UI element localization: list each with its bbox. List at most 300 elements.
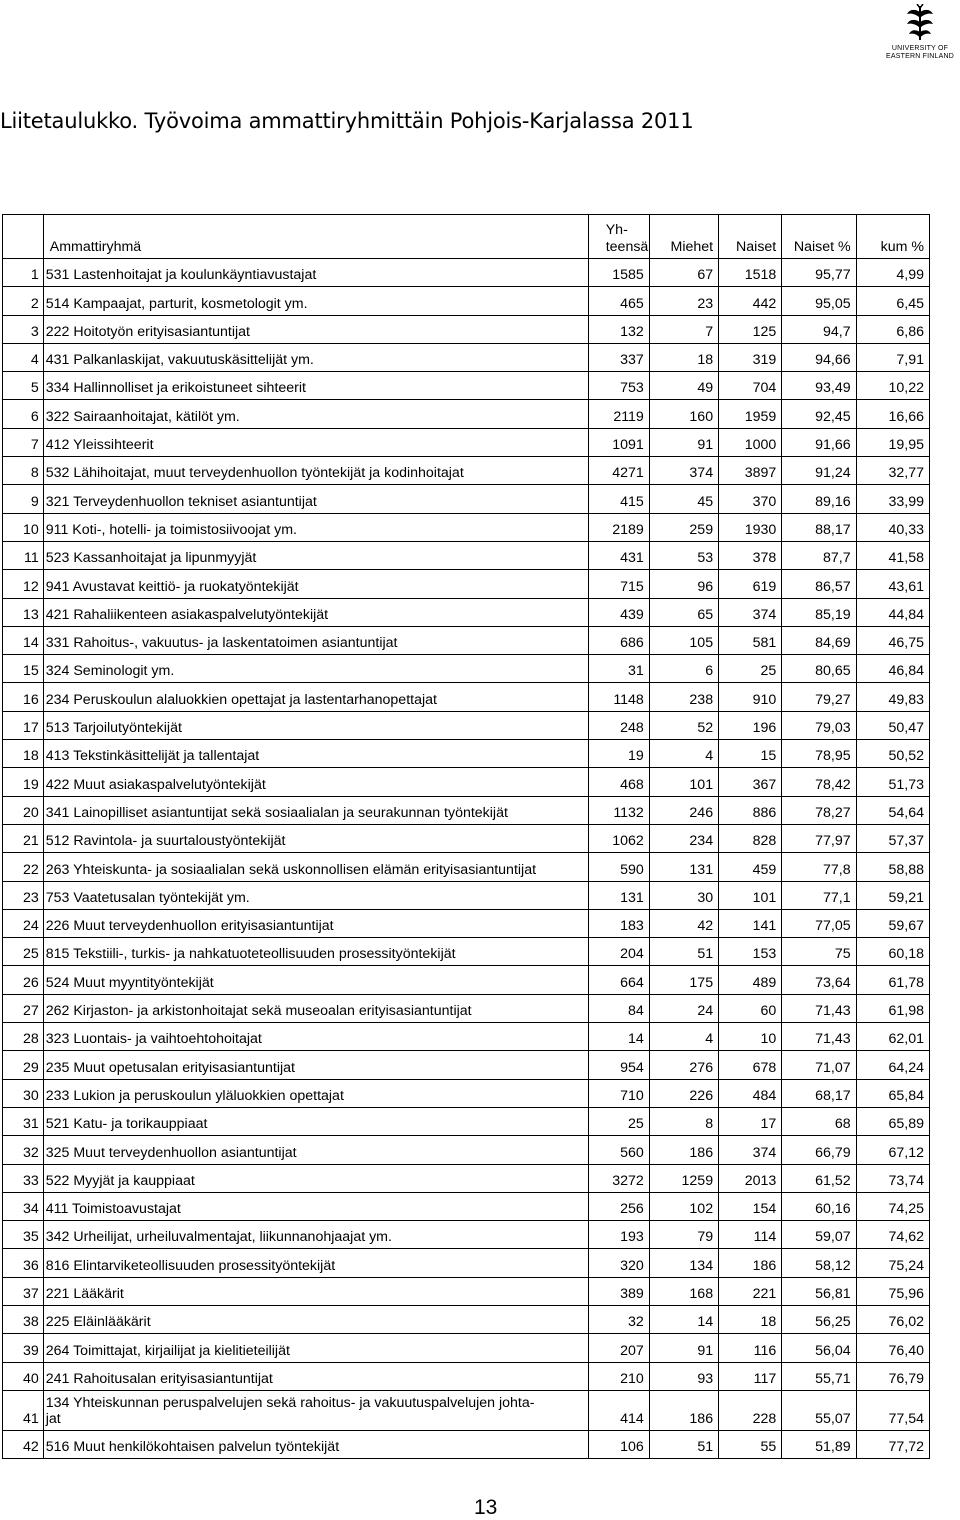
table-row (3, 1192, 930, 1220)
row-occupation: 226 Muut terveydenhuollon erityisasiantuntijat (43, 909, 588, 937)
row-rank: 36 (3, 1249, 44, 1277)
row-yhteensa: 31 (588, 655, 649, 683)
row-naiset-pct: 78,42 (782, 768, 856, 796)
row-naiset-pct: 91,24 (782, 457, 856, 485)
row-naiset-pct: 71,07 (782, 1051, 856, 1079)
row-yhteensa: 715 (588, 570, 649, 598)
table-row (3, 457, 930, 485)
row-miehet: 246 (649, 796, 718, 824)
row-occupation: 334 Hallinnolliset ja erikoistuneet sihteerit (43, 372, 588, 400)
row-naiset-pct: 94,66 (782, 343, 856, 371)
row-yhteensa: 1132 (588, 796, 649, 824)
row-yhteensa: 686 (588, 626, 649, 654)
row-yhteensa: 1585 (588, 259, 649, 287)
row-rank: 5 (3, 372, 44, 400)
row-rank: 4 (3, 343, 44, 371)
row-miehet: 238 (649, 683, 718, 711)
row-naiset-pct: 61,52 (782, 1164, 856, 1192)
row-naiset-pct: 79,27 (782, 683, 856, 711)
row-naiset-pct: 56,81 (782, 1277, 856, 1305)
row-occupation: 513 Tarjoilutyöntekijät (43, 711, 588, 739)
row-naiset: 228 (719, 1390, 782, 1430)
row-kum-pct: 61,98 (856, 994, 929, 1022)
table-row (3, 824, 930, 852)
row-yhteensa: 439 (588, 598, 649, 626)
row-miehet: 79 (649, 1221, 718, 1249)
row-miehet: 160 (649, 400, 718, 428)
header-rank (3, 215, 44, 259)
row-miehet: 234 (649, 824, 718, 852)
table-row (3, 683, 930, 711)
row-yhteensa: 1062 (588, 824, 649, 852)
row-rank: 3 (3, 315, 44, 343)
table-row (3, 740, 930, 768)
row-naiset: 484 (719, 1079, 782, 1107)
row-occupation: 263 Yhteiskunta- ja sosiaalialan sekä uskonnollisen elämän erityisasiantuntijat (43, 853, 588, 881)
row-yhteensa: 753 (588, 372, 649, 400)
row-yhteensa: 4271 (588, 457, 649, 485)
row-kum-pct: 54,64 (856, 796, 929, 824)
row-occupation: 323 Luontais- ja vaihtoehtohoitajat (43, 1023, 588, 1051)
row-miehet: 52 (649, 711, 718, 739)
row-rank: 13 (3, 598, 44, 626)
row-miehet: 51 (649, 1430, 718, 1458)
row-naiset-pct: 66,79 (782, 1136, 856, 1164)
row-naiset-pct: 84,69 (782, 626, 856, 654)
row-naiset: 117 (719, 1362, 782, 1390)
row-occupation: 262 Kirjaston- ja arkistonhoitajat sekä museoalan erityisasiantuntijat (43, 994, 588, 1022)
row-yhteensa: 320 (588, 1249, 649, 1277)
table-row (3, 1334, 930, 1362)
row-yhteensa: 25 (588, 1107, 649, 1135)
row-naiset-pct: 55,71 (782, 1362, 856, 1390)
row-naiset: 153 (719, 938, 782, 966)
row-naiset: 1959 (719, 400, 782, 428)
row-yhteensa: 465 (588, 287, 649, 315)
row-kum-pct: 65,84 (856, 1079, 929, 1107)
row-rank: 8 (3, 457, 44, 485)
row-naiset: 581 (719, 626, 782, 654)
row-miehet: 30 (649, 881, 718, 909)
row-naiset: 367 (719, 768, 782, 796)
row-miehet: 23 (649, 287, 718, 315)
row-naiset: 374 (719, 1136, 782, 1164)
row-occupation: 325 Muut terveydenhuollon asiantuntijat (43, 1136, 588, 1164)
row-miehet: 102 (649, 1192, 718, 1220)
row-occupation: 516 Muut henkilökohtaisen palvelun työntekijät (43, 1430, 588, 1458)
row-miehet: 24 (649, 994, 718, 1022)
table-row (3, 966, 930, 994)
row-miehet: 226 (649, 1079, 718, 1107)
row-yhteensa: 32 (588, 1305, 649, 1333)
row-miehet: 1259 (649, 1164, 718, 1192)
row-yhteensa: 3272 (588, 1164, 649, 1192)
row-naiset: 114 (719, 1221, 782, 1249)
row-naiset: 370 (719, 485, 782, 513)
table-row (3, 1430, 930, 1458)
header-naiset: Naiset (719, 215, 782, 259)
row-rank: 23 (3, 881, 44, 909)
row-naiset-pct: 68,17 (782, 1079, 856, 1107)
row-yhteensa: 468 (588, 768, 649, 796)
row-rank: 38 (3, 1305, 44, 1333)
row-yhteensa: 431 (588, 541, 649, 569)
row-miehet: 51 (649, 938, 718, 966)
row-kum-pct: 57,37 (856, 824, 929, 852)
table-row (3, 994, 930, 1022)
row-miehet: 4 (649, 740, 718, 768)
row-occupation: 341 Lainopilliset asiantuntijat sekä sosiaalialan ja seurakunnan työntekijät (43, 796, 588, 824)
row-naiset: 25 (719, 655, 782, 683)
row-occupation: 324 Seminologit ym. (43, 655, 588, 683)
table-header-row (3, 215, 930, 259)
row-naiset: 374 (719, 598, 782, 626)
row-yhteensa: 710 (588, 1079, 649, 1107)
row-kum-pct: 77,54 (856, 1390, 929, 1430)
row-occupation: 421 Rahaliikenteen asiakaspalvelutyöntekijät (43, 598, 588, 626)
row-miehet: 134 (649, 1249, 718, 1277)
row-rank: 6 (3, 400, 44, 428)
row-naiset: 828 (719, 824, 782, 852)
row-yhteensa: 84 (588, 994, 649, 1022)
row-yhteensa: 207 (588, 1334, 649, 1362)
row-naiset: 101 (719, 881, 782, 909)
row-naiset-pct: 51,89 (782, 1430, 856, 1458)
table-row (3, 1305, 930, 1333)
row-naiset-pct: 56,04 (782, 1334, 856, 1362)
row-kum-pct: 76,02 (856, 1305, 929, 1333)
row-yhteensa: 2189 (588, 513, 649, 541)
row-miehet: 49 (649, 372, 718, 400)
row-naiset: 116 (719, 1334, 782, 1362)
row-naiset-pct: 77,05 (782, 909, 856, 937)
row-naiset: 17 (719, 1107, 782, 1135)
row-yhteensa: 415 (588, 485, 649, 513)
table-row (3, 428, 930, 456)
row-miehet: 65 (649, 598, 718, 626)
row-rank: 18 (3, 740, 44, 768)
row-occupation: 225 Eläinlääkärit (43, 1305, 588, 1333)
row-rank: 12 (3, 570, 44, 598)
table-row (3, 1362, 930, 1390)
row-occupation: 514 Kampaajat, parturit, kosmetologit ym. (43, 287, 588, 315)
row-naiset: 3897 (719, 457, 782, 485)
header-kum-pct: kum % (856, 215, 929, 259)
row-kum-pct: 41,58 (856, 541, 929, 569)
table-row (3, 1390, 930, 1430)
row-kum-pct: 19,95 (856, 428, 929, 456)
row-miehet: 259 (649, 513, 718, 541)
row-kum-pct: 32,77 (856, 457, 929, 485)
row-occupation: 342 Urheilijat, urheiluvalmentajat, liikunnanohjaajat ym. (43, 1221, 588, 1249)
row-yhteensa: 131 (588, 881, 649, 909)
header-yhteensa-line2: teensä (605, 239, 649, 255)
row-naiset: 442 (719, 287, 782, 315)
table-row (3, 853, 930, 881)
table-row (3, 570, 930, 598)
row-naiset-pct: 56,25 (782, 1305, 856, 1333)
row-occupation: 911 Koti-, hotelli- ja toimistosiivoojat ym. (43, 513, 588, 541)
table-row (3, 372, 930, 400)
row-yhteensa: 954 (588, 1051, 649, 1079)
row-naiset-pct: 77,1 (782, 881, 856, 909)
row-yhteensa: 414 (588, 1390, 649, 1430)
row-occupation: 321 Terveydenhuollon tekniset asiantuntijat (43, 485, 588, 513)
table-row (3, 541, 930, 569)
row-kum-pct: 10,22 (856, 372, 929, 400)
row-kum-pct: 73,74 (856, 1164, 929, 1192)
row-naiset-pct: 77,97 (782, 824, 856, 852)
row-yhteensa: 560 (588, 1136, 649, 1164)
row-naiset-pct: 73,64 (782, 966, 856, 994)
row-occupation: 431 Palkanlaskijat, vakuutuskäsittelijät ym. (43, 343, 588, 371)
header-miehet: Miehet (649, 215, 718, 259)
header-naiset-pct: Naiset % (782, 215, 856, 259)
row-kum-pct: 46,84 (856, 655, 929, 683)
row-miehet: 45 (649, 485, 718, 513)
table-row (3, 1221, 930, 1249)
row-occupation: 522 Myyjät ja kauppiaat (43, 1164, 588, 1192)
page-title: Liitetaulukko. Työvoima ammattiryhmittäin Pohjois-Karjalassa 2011 (0, 109, 694, 133)
row-naiset: 125 (719, 315, 782, 343)
row-occupation: 422 Muut asiakaspalvelutyöntekijät (43, 768, 588, 796)
row-naiset: 55 (719, 1430, 782, 1458)
row-yhteensa: 1091 (588, 428, 649, 456)
row-occupation: 531 Lastenhoitajat ja koulunkäyntiavustajat (43, 259, 588, 287)
row-naiset-pct: 95,05 (782, 287, 856, 315)
row-kum-pct: 75,24 (856, 1249, 929, 1277)
table-row (3, 1249, 930, 1277)
row-miehet: 276 (649, 1051, 718, 1079)
row-yhteensa: 1148 (588, 683, 649, 711)
row-miehet: 14 (649, 1305, 718, 1333)
row-kum-pct: 43,61 (856, 570, 929, 598)
row-yhteensa: 14 (588, 1023, 649, 1051)
row-naiset-pct: 75 (782, 938, 856, 966)
row-naiset: 10 (719, 1023, 782, 1051)
row-naiset: 141 (719, 909, 782, 937)
row-kum-pct: 44,84 (856, 598, 929, 626)
row-rank: 25 (3, 938, 44, 966)
table-row (3, 938, 930, 966)
row-yhteensa: 193 (588, 1221, 649, 1249)
row-yhteensa: 19 (588, 740, 649, 768)
book-tree-icon (905, 4, 935, 44)
row-kum-pct: 7,91 (856, 343, 929, 371)
row-occupation: 532 Lähihoitajat, muut terveydenhuollon työntekijät ja kodinhoitajat (43, 457, 588, 485)
table-row (3, 1023, 930, 1051)
row-kum-pct: 58,88 (856, 853, 929, 881)
row-miehet: 168 (649, 1277, 718, 1305)
table-row (3, 1107, 930, 1135)
row-rank: 17 (3, 711, 44, 739)
table-row (3, 796, 930, 824)
row-rank: 19 (3, 768, 44, 796)
row-yhteensa: 590 (588, 853, 649, 881)
row-occupation (43, 1390, 588, 1430)
row-naiset-pct: 71,43 (782, 994, 856, 1022)
row-kum-pct: 76,79 (856, 1362, 929, 1390)
row-kum-pct: 51,73 (856, 768, 929, 796)
row-kum-pct: 4,99 (856, 259, 929, 287)
row-miehet: 91 (649, 428, 718, 456)
occupation-table (2, 214, 930, 1459)
table-row (3, 400, 930, 428)
logo-text-line1: UNIVERSITY OF (891, 45, 949, 52)
row-naiset: 319 (719, 343, 782, 371)
row-naiset-pct: 55,07 (782, 1390, 856, 1430)
row-rank: 27 (3, 994, 44, 1022)
table-row (3, 711, 930, 739)
row-rank: 37 (3, 1277, 44, 1305)
logo-text-line2: EASTERN FINLAND (886, 53, 954, 60)
row-naiset-pct: 95,77 (782, 259, 856, 287)
row-rank: 40 (3, 1362, 44, 1390)
row-naiset: 886 (719, 796, 782, 824)
row-naiset: 186 (719, 1249, 782, 1277)
row-miehet: 175 (649, 966, 718, 994)
row-rank: 26 (3, 966, 44, 994)
row-kum-pct: 50,52 (856, 740, 929, 768)
row-kum-pct: 33,99 (856, 485, 929, 513)
row-naiset: 704 (719, 372, 782, 400)
row-miehet: 67 (649, 259, 718, 287)
row-rank: 30 (3, 1079, 44, 1107)
row-naiset: 18 (719, 1305, 782, 1333)
row-naiset: 619 (719, 570, 782, 598)
row-naiset: 196 (719, 711, 782, 739)
row-miehet: 96 (649, 570, 718, 598)
row-yhteensa: 183 (588, 909, 649, 937)
row-occupation: 941 Avustavat keittiö- ja ruokatyöntekijät (43, 570, 588, 598)
row-occupation: 241 Rahoitusalan erityisasiantuntijat (43, 1362, 588, 1390)
header-yhteensa-line1: Yh- (605, 222, 628, 238)
row-naiset-pct: 91,66 (782, 428, 856, 456)
row-naiset-pct: 92,45 (782, 400, 856, 428)
row-kum-pct: 65,89 (856, 1107, 929, 1135)
row-miehet: 18 (649, 343, 718, 371)
row-miehet: 186 (649, 1390, 718, 1430)
row-rank: 15 (3, 655, 44, 683)
row-kum-pct: 59,21 (856, 881, 929, 909)
row-occupation: 815 Tekstiili-, turkis- ja nahkatuoteteollisuuden prosessityöntekijät (43, 938, 588, 966)
table-row (3, 1277, 930, 1305)
table-row (3, 1051, 930, 1079)
row-occupation: 521 Katu- ja torikauppiaat (43, 1107, 588, 1135)
row-rank: 32 (3, 1136, 44, 1164)
row-kum-pct: 49,83 (856, 683, 929, 711)
row-rank: 35 (3, 1221, 44, 1249)
row-naiset: 378 (719, 541, 782, 569)
header-yhteensa (588, 215, 649, 259)
row-rank: 10 (3, 513, 44, 541)
table-row (3, 315, 930, 343)
row-occupation: 322 Sairaanhoitajat, kätilöt ym. (43, 400, 588, 428)
row-rank: 20 (3, 796, 44, 824)
row-miehet: 105 (649, 626, 718, 654)
row-occupation: 264 Toimittajat, kirjailijat ja kielitieteilijät (43, 1334, 588, 1362)
row-kum-pct: 64,24 (856, 1051, 929, 1079)
row-rank: 33 (3, 1164, 44, 1192)
row-miehet: 374 (649, 457, 718, 485)
row-yhteensa: 204 (588, 938, 649, 966)
row-rank: 2 (3, 287, 44, 315)
row-kum-pct: 75,96 (856, 1277, 929, 1305)
row-rank: 41 (3, 1390, 44, 1430)
row-naiset-pct: 80,65 (782, 655, 856, 683)
row-kum-pct: 67,12 (856, 1136, 929, 1164)
row-naiset: 60 (719, 994, 782, 1022)
row-naiset-pct: 79,03 (782, 711, 856, 739)
page-number: 13 (474, 1496, 498, 1519)
row-naiset: 459 (719, 853, 782, 881)
table-row (3, 513, 930, 541)
row-occupation: 523 Kassanhoitajat ja lipunmyyjät (43, 541, 588, 569)
header-ammattiryhma: Ammattiryhmä (43, 215, 588, 259)
row-occupation: 331 Rahoitus-, vakuutus- ja laskentatoimen asiantuntijat (43, 626, 588, 654)
row-yhteensa: 132 (588, 315, 649, 343)
row-rank: 16 (3, 683, 44, 711)
row-yhteensa: 337 (588, 343, 649, 371)
table-row (3, 1136, 930, 1164)
row-naiset: 489 (719, 966, 782, 994)
row-rank: 34 (3, 1192, 44, 1220)
row-occupation: 524 Muut myyntityöntekijät (43, 966, 588, 994)
row-rank: 9 (3, 485, 44, 513)
row-miehet: 186 (649, 1136, 718, 1164)
row-miehet: 91 (649, 1334, 718, 1362)
row-rank: 39 (3, 1334, 44, 1362)
row-rank: 42 (3, 1430, 44, 1458)
row-occupation: 221 Lääkärit (43, 1277, 588, 1305)
row-kum-pct: 59,67 (856, 909, 929, 937)
row-kum-pct: 77,72 (856, 1430, 929, 1458)
row-kum-pct: 46,75 (856, 626, 929, 654)
row-naiset-pct: 87,7 (782, 541, 856, 569)
row-yhteensa: 106 (588, 1430, 649, 1458)
table-row (3, 259, 930, 287)
row-kum-pct: 61,78 (856, 966, 929, 994)
row-naiset-pct: 71,43 (782, 1023, 856, 1051)
row-yhteensa: 2119 (588, 400, 649, 428)
row-occupation: 411 Toimistoavustajat (43, 1192, 588, 1220)
row-occupation: 234 Peruskoulun alaluokkien opettajat ja lastentarhanopettajat (43, 683, 588, 711)
row-kum-pct: 6,86 (856, 315, 929, 343)
row-rank: 28 (3, 1023, 44, 1051)
row-miehet: 101 (649, 768, 718, 796)
table-row (3, 287, 930, 315)
row-miehet: 93 (649, 1362, 718, 1390)
row-naiset-pct: 94,7 (782, 315, 856, 343)
row-miehet: 53 (649, 541, 718, 569)
row-rank: 21 (3, 824, 44, 852)
row-occupation: 233 Lukion ja peruskoulun yläluokkien opettajat (43, 1079, 588, 1107)
row-occupation: 753 Vaatetusalan työntekijät ym. (43, 881, 588, 909)
row-occupation: 412 Yleissihteerit (43, 428, 588, 456)
table-row (3, 598, 930, 626)
row-occupation: 512 Ravintola- ja suurtaloustyöntekijät (43, 824, 588, 852)
row-naiset-pct: 93,49 (782, 372, 856, 400)
row-naiset: 1518 (719, 259, 782, 287)
row-rank: 14 (3, 626, 44, 654)
table-row (3, 485, 930, 513)
row-yhteensa: 664 (588, 966, 649, 994)
row-miehet: 42 (649, 909, 718, 937)
table-row (3, 626, 930, 654)
row-naiset: 221 (719, 1277, 782, 1305)
row-naiset-pct: 60,16 (782, 1192, 856, 1220)
table-row (3, 655, 930, 683)
